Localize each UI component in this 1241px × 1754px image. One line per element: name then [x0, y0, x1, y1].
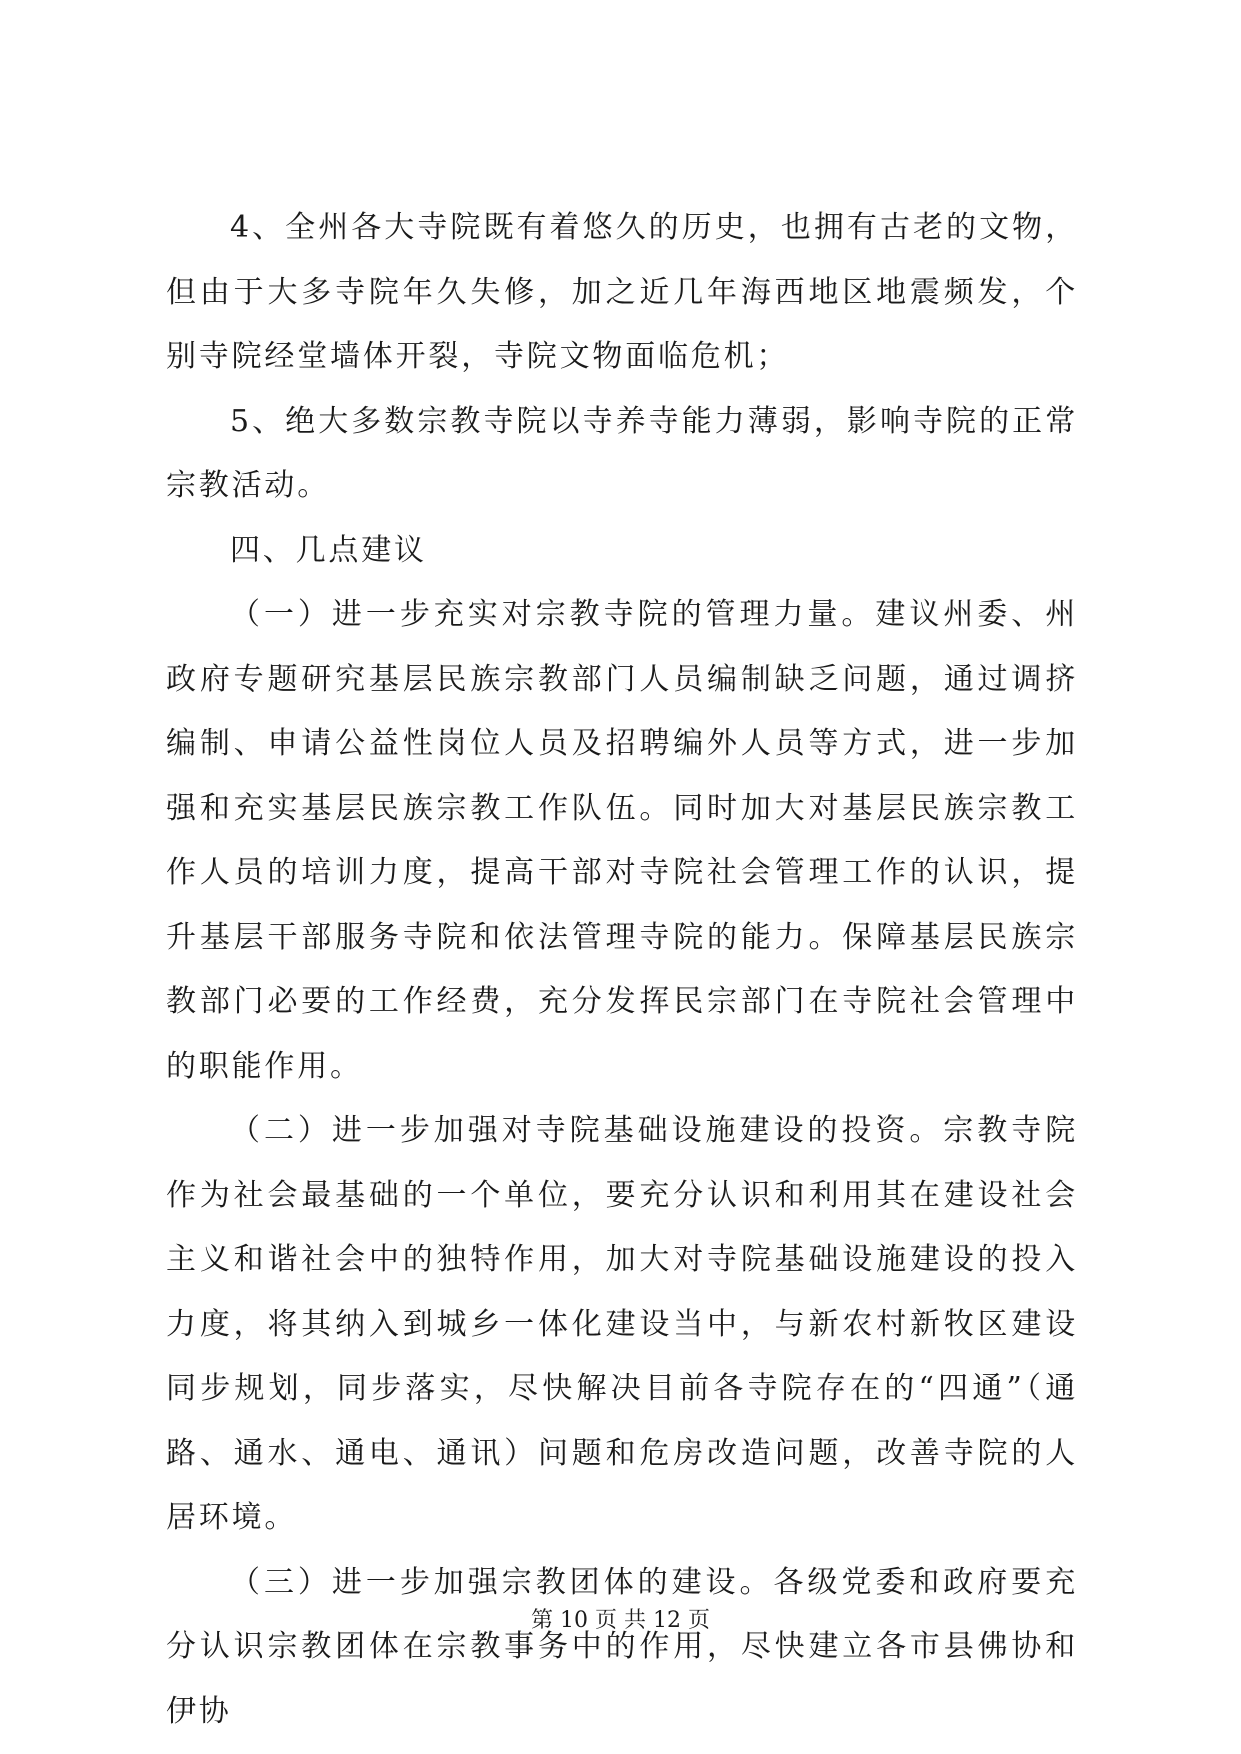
- paragraph-suggestion-1: （一）进一步充实对宗教寺院的管理力量。建议州委、州政府专题研究基层民族宗教部门人员编制缺乏问题，通过调挤编制、申请公益性岗位人员及招聘编外人员等方式，进一步加强和充实基层民族宗教工作队伍。同时加大对基层民族宗教工作人员的培训力度，提高干部对寺院社会管理工作的认识，提升基层干部服务寺院和依法管理寺院的能力。保障基层民族宗教部门必要的工作经费，充分发挥民宗部门在寺院社会管理中的职能作用。: [166, 597, 1078, 1084]
- paragraph-suggestion-2: （二）进一步加强对寺院基础设施建设的投资。宗教寺院作为社会最基础的一个单位，要充分认识和利用其在建设社会主义和谐社会中的独特作用，加大对寺院基础设施建设的投入力度，将其纳入到城乡一体化建设当中，与新农村新牧区建设同步规划，同步落实，尽快解决目前各寺院存在的“四通”（通路、通水、通电、通讯）问题和危房改造问题，改善寺院的人居环境。: [166, 1113, 1078, 1535]
- paragraph-item-5: 5、绝大多数宗教寺院以寺养寺能力薄弱，影响寺院的正常宗教活动。: [166, 403, 1078, 503]
- section-heading-suggestions: 四、几点建议: [230, 532, 427, 568]
- document-body: [166, 196, 1078, 1744]
- paragraph-item-4: 4、全州各大寺院既有着悠久的历史，也拥有古老的文物，但由于大多寺院年久失修，加之近几年海西地区地震频发，个别寺院经堂墙体开裂，寺院文物面临危机；: [166, 210, 1078, 374]
- page-footer: 第 10 页 共 12 页: [531, 1608, 710, 1633]
- paragraph-suggestion-3: （三）进一步加强宗教团体的建设。各级党委和政府要充分认识宗教团体在宗教事务中的作用，尽快建立各市县佛协和伊协: [166, 1564, 1078, 1729]
